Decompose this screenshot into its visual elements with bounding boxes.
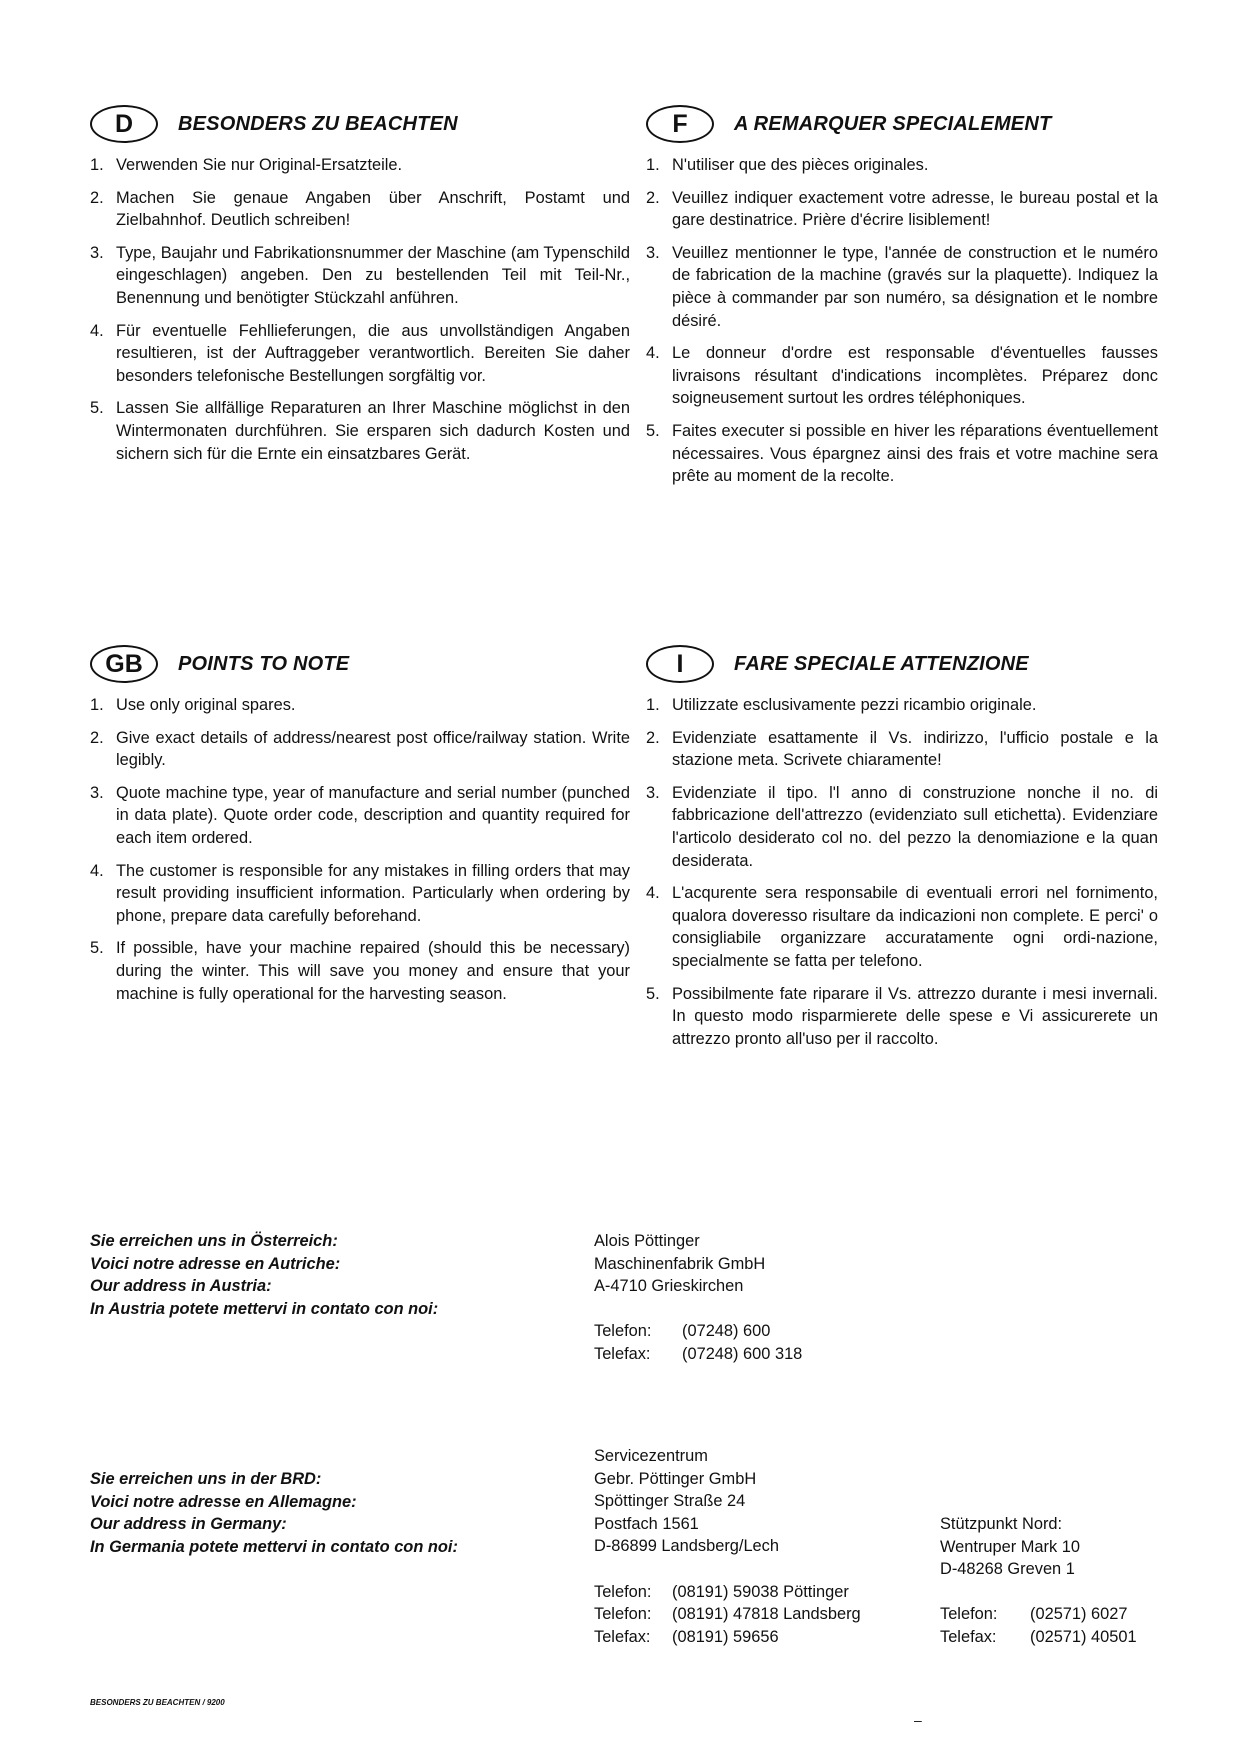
item-text: Utilizzate esclusivamente pezzi ricambio originale.: [672, 696, 1037, 714]
address-line: Servicezentrum: [594, 1447, 708, 1465]
item-number: 5.: [90, 399, 104, 418]
item-number: 5.: [646, 984, 660, 1003]
list-item: [646, 342, 1158, 410]
notes-list-french: [646, 154, 1158, 488]
list-item: [646, 727, 1158, 772]
item-number: 2.: [90, 728, 104, 747]
section-german: [90, 104, 630, 475]
item-text: Le donneur d'ordre est responsable d'éventuelles fausses livraisons résultant d'indications incomplètes. Préparez donc soigneusement surtout les ordres téléphoniques.: [672, 344, 1158, 408]
section-italian-title: FARE SPECIALE ATTENZIONE: [734, 652, 1029, 675]
contact-label-line: Voici notre adresse en Allemagne:: [90, 1492, 357, 1511]
contact-label-line: Sie erreichen uns in Österreich:: [90, 1232, 338, 1250]
item-number: 5.: [90, 939, 104, 958]
section-english: [90, 644, 630, 1015]
item-text: Lassen Sie allfällige Reparaturen an Ihrer Maschine möglichst in den Wintermonaten durchführen. Sie ersparen sich dadurch Kosten und sichern sich für die Ernte ein einsatzbares Gerät.: [116, 399, 630, 463]
list-item: [90, 320, 630, 388]
address-line: Gebr. Pöttinger GmbH: [594, 1469, 757, 1488]
list-item: [90, 860, 630, 928]
fax-number: (07248) 600 318: [682, 1344, 803, 1363]
contact-label-line: In Austria potete mettervi in contato con noi:: [90, 1299, 439, 1318]
section-german-header: [90, 104, 630, 144]
list-item: [646, 694, 1158, 717]
phone-label: Telefon:: [940, 1605, 998, 1624]
address-line: Stützpunkt Nord:: [940, 1515, 1063, 1533]
contact-label-line: Our address in Germany:: [90, 1515, 287, 1534]
list-item: [646, 187, 1158, 232]
item-number: 4.: [646, 344, 660, 363]
notes-list-english: [90, 694, 630, 1005]
phone-label: Telefon:: [594, 1582, 652, 1601]
fax-label: Telefax:: [594, 1627, 651, 1646]
item-number: 1.: [646, 156, 660, 174]
item-text: Type, Baujahr und Fabrikationsnummer der Maschine (am Typenschild eingeschlagen) angeben. Den zu bestellenden Teil mit Teil-Nr., Benennung und benötigter Stückzahl anführen.: [116, 243, 630, 307]
address-line: Postfach 1561: [594, 1514, 699, 1533]
item-number: 2.: [646, 188, 660, 207]
list-item: [90, 242, 630, 310]
list-item: [90, 397, 630, 465]
fax-number: (08191) 59656: [672, 1627, 779, 1646]
notes-list-german: [90, 154, 630, 465]
list-item: [646, 882, 1158, 972]
section-french-title: A REMARQUER SPECIALEMENT: [734, 112, 1052, 135]
section-french-header: [646, 104, 1158, 144]
item-number: 3.: [90, 243, 104, 262]
notes-list-italian: [646, 694, 1158, 1050]
phone-number: (07248) 600: [682, 1322, 771, 1341]
item-number: 3.: [646, 783, 660, 802]
phone-row: [594, 1603, 861, 1626]
list-item: [646, 782, 1158, 872]
phone-row: [594, 1581, 861, 1604]
address-line: A-4710 Grieskirchen: [594, 1277, 744, 1296]
address-line: D-48268 Greven 1: [940, 1560, 1075, 1579]
item-text: Give exact details of address/nearest post office/railway station. Write legibly.: [116, 728, 630, 770]
phone-row: [594, 1320, 802, 1343]
item-text: Evidenziate esattamente il Vs. indirizzo, l'ufficio postale e la stazione meta. Scrivete chiaramente!: [672, 728, 1158, 770]
fax-row: [594, 1343, 802, 1366]
section-english-header: [90, 644, 630, 684]
item-number: 1.: [90, 156, 104, 174]
item-number: 3.: [90, 783, 104, 802]
item-text: The customer is responsible for any mistakes in filling orders that may result providing insufficient information. Particularly when ordering by phone, prepare data carefully beforehand.: [116, 861, 630, 925]
list-item: [90, 694, 630, 717]
address-line: D-86899 Landsberg/Lech: [594, 1537, 779, 1556]
address-line: Alois Pöttinger: [594, 1232, 700, 1250]
list-item: [646, 983, 1158, 1051]
fax-row: [940, 1626, 1137, 1649]
list-item: [90, 782, 630, 850]
contact-austria-labels: [90, 1230, 550, 1320]
section-french: [646, 104, 1158, 498]
address-line: Spöttinger Straße 24: [594, 1492, 746, 1511]
item-text: L'acqurente sera responsabile di eventuali errori nel fornimento, qualora doveresso risultare da indicazioni non complete. E perci' o consigliabile organizzare accuratamente ogni ordi-nazione, specialmente se fatta per telefono.: [672, 884, 1158, 970]
fax-label: Telefax:: [940, 1627, 997, 1646]
phone-number: (08191) 59038 Pöttinger: [672, 1582, 849, 1601]
language-badge-d: D: [90, 105, 158, 143]
list-item: [90, 727, 630, 772]
fax-number: (02571) 40501: [1030, 1627, 1137, 1646]
item-text: Faites executer si possible en hiver les réparations éventuellement nécessaires. Vous épargnez ainsi des frais et votre machine sera prête au moment de la recolte.: [672, 421, 1158, 486]
phone-number: (02571) 6027: [1030, 1605, 1128, 1624]
address-germany-north: [940, 1513, 1137, 1649]
item-text: Possibilmente fate riparare il Vs. attrezzo durante i mesi invernali. In questo modo risparmierete delle spese e Vi assicurerete un attrezzo pronto all'uso per il raccolto.: [672, 984, 1158, 1048]
list-item: [90, 187, 630, 232]
item-number: 3.: [646, 243, 660, 262]
item-number: 4.: [90, 861, 104, 880]
list-item: [646, 242, 1158, 332]
section-english-title: POINTS TO NOTE: [178, 652, 350, 675]
language-badge-i: I: [646, 645, 714, 683]
item-number: 2.: [90, 188, 104, 207]
item-text: Veuillez mentionner le type, l'année de construction et le numéro de fabrication de la machine (gravés sur la plaquette). Indiquez la pièce à commander par son numéro, sa désignation et le nombre désiré.: [672, 243, 1158, 330]
section-italian: [646, 644, 1158, 1060]
item-number: 4.: [90, 321, 104, 340]
contact-label-line: In Germania potete mettervi in contato con noi:: [90, 1537, 458, 1556]
address-germany: [594, 1445, 861, 1648]
footer-reference: BESONDERS ZU BEACHTEN / 9200: [90, 1698, 225, 1707]
phone-label: Telefon:: [594, 1322, 652, 1341]
list-item: [90, 937, 630, 1005]
section-italian-header: [646, 644, 1158, 684]
list-item: [646, 154, 1158, 177]
item-text: Für eventuelle Fehllieferungen, die aus unvollständigen Angaben resultieren, ist der Auftraggeber verantwortlich. Bereiten Sie daher besonders telefonische Bestellungen sorgfältig vor.: [116, 321, 630, 385]
item-number: 2.: [646, 728, 660, 747]
item-text: Evidenziate il tipo. l'l anno di construzione nonche il no. di fabbricazione dell'attrezzo (evidenziato sull etichetta). Evidenziare l'articolo desiderato col no. del pezzo la denomiazione e la quan desiderata.: [672, 783, 1158, 870]
item-text: Quote machine type, year of manufacture and serial number (punched in data plate). Quote order code, description and quantity required for each item ordered.: [116, 783, 630, 847]
list-item: [646, 420, 1158, 488]
contact-label-line: Voici notre adresse en Autriche:: [90, 1254, 341, 1273]
item-text: Use only original spares.: [116, 696, 296, 714]
address-line: Maschinenfabrik GmbH: [594, 1254, 766, 1273]
item-text: Machen Sie genaue Angaben über Anschrift, Postamt und Zielbahnhof. Deutlich schreiben!: [116, 188, 630, 230]
fax-label: Telefax:: [594, 1344, 651, 1363]
item-text: If possible, have your machine repaired (should this be necessary) during the winter. This will save you money and ensure that your machine is fully operational for the harvesting season.: [116, 939, 630, 1003]
contact-germany-labels: [90, 1468, 550, 1558]
section-german-title: BESONDERS ZU BEACHTEN: [178, 112, 458, 135]
language-badge-f: F: [646, 105, 714, 143]
phone-label: Telefon:: [594, 1605, 652, 1624]
contact-label-line: Sie erreichen uns in der BRD:: [90, 1470, 322, 1488]
address-line: Wentruper Mark 10: [940, 1537, 1080, 1556]
contact-label-line: Our address in Austria:: [90, 1277, 272, 1296]
phone-number: (08191) 47818 Landsberg: [672, 1605, 861, 1624]
item-number: 1.: [90, 696, 104, 714]
item-text: Veuillez indiquer exactement votre adresse, le bureau postal et la gare destinatrice. Prière d'écrire lisiblement!: [672, 188, 1158, 230]
item-number: 1.: [646, 696, 660, 714]
item-number: 4.: [646, 884, 660, 903]
footer-mark: –: [914, 1712, 922, 1728]
language-badge-gb: GB: [90, 645, 158, 683]
list-item: [90, 154, 630, 177]
item-number: 5.: [646, 421, 660, 440]
phone-row: [940, 1603, 1137, 1626]
address-austria: [594, 1230, 802, 1366]
fax-row: [594, 1626, 861, 1649]
item-text: Verwenden Sie nur Original-Ersatzteile.: [116, 156, 403, 174]
item-text: N'utiliser que des pièces originales.: [672, 156, 929, 174]
